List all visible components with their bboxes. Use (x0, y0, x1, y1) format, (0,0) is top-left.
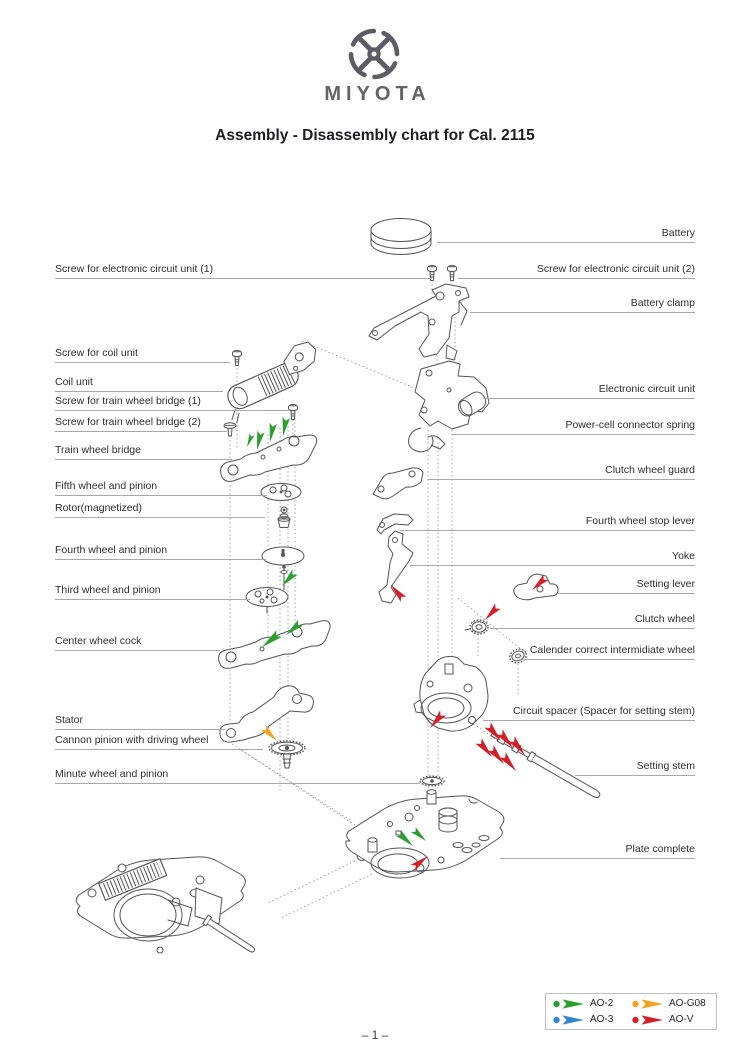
label-minute-wheel-pinion: Minute wheel and pinion (55, 768, 420, 784)
legend-item-ao2 (552, 997, 631, 1011)
label-plate-complete: Plate complete (500, 843, 695, 859)
power-cell-connector-spring-part (409, 428, 445, 452)
ao2-arrow-icon (552, 997, 586, 1011)
label-fifth-wheel-pinion: Fifth wheel and pinion (55, 480, 267, 496)
plate-complete-part (346, 790, 504, 878)
label-circuit-spacer: Circuit spacer (Spacer for setting stem) (483, 705, 695, 721)
center-wheel-cock-part (219, 620, 330, 668)
legend-label-ao2: AO-2 (590, 998, 614, 1009)
third-wheel-part (246, 588, 288, 614)
clutch-wheel-guard-part (373, 468, 423, 499)
aov-arrow-icon (631, 1013, 665, 1027)
setting-lever-part (514, 574, 558, 600)
label-center-wheel-cock: Center wheel cock (55, 635, 220, 651)
label-clutch-wheel-guard: Clutch wheel guard (428, 464, 695, 480)
fourth-wheel-part (262, 547, 304, 590)
label-setting-stem: Setting stem (575, 760, 695, 776)
legend-label-aog08: AO-G08 (669, 998, 706, 1009)
label-clutch-wheel: Clutch wheel (490, 613, 695, 629)
cannon-pinion-part (261, 725, 305, 768)
label-calendar-correct-intermediate-wheel: Calender correct intermidiate wheel (522, 644, 695, 660)
legend-item-aog08 (631, 997, 710, 1011)
label-screw-train-wheel-bridge-2: Screw for train wheel bridge (2) (55, 416, 227, 432)
label-yoke: Yoke (410, 550, 695, 566)
brand-wordmark: MIYOTA (324, 83, 431, 105)
label-power-cell-connector-spring: Power-cell connector spring (452, 419, 695, 435)
label-screw-electronic-circuit-unit-2: Screw for electronic circuit unit (2) (458, 263, 695, 279)
coil-unit-part (215, 339, 330, 425)
label-battery: Battery (437, 227, 695, 243)
label-coil-unit: Coil unit (55, 376, 223, 392)
page-title: Assembly - Disassembly chart for Cal. 2115 (215, 127, 535, 144)
page-number: – 1 – (361, 1028, 389, 1042)
label-rotor: Rotor(magnetized) (55, 502, 265, 518)
label-screw-train-wheel-bridge-1: Screw for train wheel bridge (1) (55, 395, 290, 411)
lubricant-legend (545, 993, 717, 1030)
battery-clamp-part (369, 284, 469, 360)
ao3-arrow-icon (552, 1013, 586, 1027)
label-third-wheel-pinion: Third wheel and pinion (55, 584, 250, 600)
legend-label-aov: AO-V (669, 1014, 694, 1025)
fifth-wheel-part (261, 484, 301, 501)
battery-part (371, 219, 431, 255)
legend-item-aov (631, 1013, 710, 1027)
minute-wheel-part (420, 776, 444, 786)
circuit-spacer-part (414, 656, 488, 731)
label-battery-clamp: Battery clamp (470, 297, 695, 313)
label-train-wheel-bridge: Train wheel bridge (55, 444, 232, 460)
legend-label-ao3: AO-3 (590, 1014, 614, 1025)
label-stator: Stator (55, 714, 225, 730)
label-fourth-wheel-stop-lever: Fourth wheel stop lever (400, 515, 695, 531)
label-screw-coil-unit: Screw for coil unit (55, 347, 230, 363)
label-electronic-circuit-unit: Electronic circuit unit (483, 383, 695, 399)
label-screw-electronic-circuit-unit-1: Screw for electronic circuit unit (1) (55, 263, 432, 279)
label-setting-lever: Setting lever (557, 578, 695, 594)
assembled-movement-part (76, 857, 257, 955)
aog08-arrow-icon (631, 997, 665, 1011)
screw-coil-unit-part (233, 350, 242, 365)
label-cannon-pinion: Cannon pinion with driving wheel (55, 734, 263, 750)
label-fourth-wheel-pinion: Fourth wheel and pinion (55, 544, 266, 560)
legend-item-ao3 (552, 1013, 631, 1027)
yoke-part (379, 531, 413, 603)
